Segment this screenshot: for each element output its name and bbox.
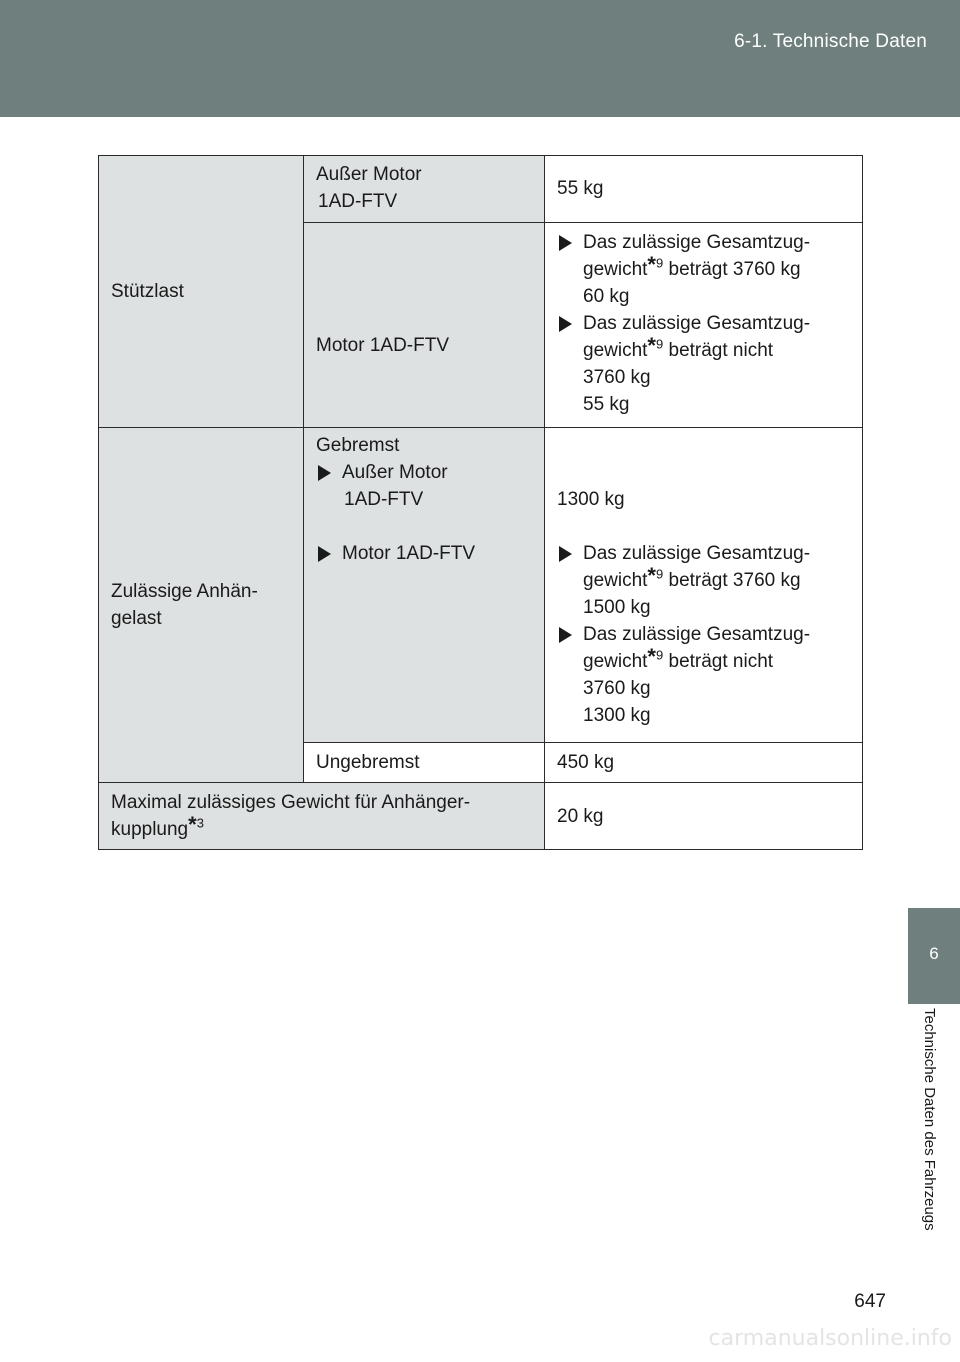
footnote-number: 9 (655, 566, 664, 582)
kupplung-value: 20 kg (545, 783, 863, 850)
value-text: gewicht (583, 259, 648, 280)
value-text: beträgt 3760 kg (663, 259, 801, 280)
value-text: beträgt nicht (663, 340, 774, 361)
value-text: Das zulässige Gesamtzug- (583, 313, 811, 334)
gebremst-value (545, 428, 863, 743)
footnote-star: * (647, 252, 656, 277)
label-text: Maximal zulässiges Gewicht für Anhänger- (111, 792, 471, 813)
cond-text: 1AD-FTV (318, 191, 398, 212)
chapter-side-label: Technische Daten des Fahrzeugs (921, 1008, 938, 1231)
spacer (316, 513, 532, 540)
label-text: gelast (111, 608, 162, 629)
table-row (99, 428, 863, 743)
anhaengelast-label (99, 428, 304, 783)
value-text: Das zulässige Gesamtzug- (583, 624, 811, 645)
value-text: 1500 kg (583, 597, 651, 618)
stuetzlast-value-1 (545, 156, 863, 223)
stuetzlast-label: Stützlast (99, 156, 304, 428)
chapter-tab (908, 908, 960, 1004)
value-text: 55 kg (557, 178, 604, 199)
cond-text: Außer Motor (342, 462, 448, 483)
section-title: 6-1. Technische Daten (734, 31, 927, 52)
footnote-number: 9 (655, 647, 664, 663)
gebremst-cond (304, 428, 545, 743)
value-text: beträgt 3760 kg (663, 570, 801, 591)
footnote-number: 9 (655, 255, 664, 271)
value-text: 60 kg (583, 286, 630, 307)
value-text: beträgt nicht (663, 651, 774, 672)
footnote-star: * (188, 812, 197, 837)
label-text: kupplung (111, 819, 189, 840)
footnote-star: * (647, 333, 656, 358)
watermark-text: carmanualsonline.info (708, 1326, 952, 1351)
value-text: 3760 kg (583, 678, 651, 699)
value-text (583, 563, 850, 594)
label-text (111, 812, 532, 843)
value-text: Das zulässige Gesamtzug- (583, 543, 811, 564)
page-number: 647 (854, 1291, 886, 1312)
ungebremst-cond: Ungebremst (304, 743, 545, 783)
chapter-header (0, 0, 960, 117)
value-text: 55 kg (583, 394, 630, 415)
value-text: 1300 kg (557, 489, 625, 510)
towing-spec-table (98, 155, 863, 850)
value-text: 1300 kg (583, 705, 651, 726)
stuetzlast-cond-2: Motor 1AD-FTV (304, 223, 545, 428)
stuetzlast-cond-1 (304, 156, 545, 223)
bullet-item (557, 229, 850, 283)
ungebremst-value: 450 kg (545, 743, 863, 783)
bullet-item (316, 459, 532, 513)
bullet-item: Motor 1AD-FTV (316, 540, 532, 567)
stuetzlast-value-2 (545, 223, 863, 428)
footnote-star: * (647, 644, 656, 669)
value-text (583, 252, 850, 283)
bullet-item (557, 310, 850, 391)
value-text: gewicht (583, 570, 648, 591)
value-text: 3760 kg (583, 367, 651, 388)
footnote-number: 9 (655, 336, 664, 352)
table-row (99, 156, 863, 223)
chapter-number: 6 (929, 944, 939, 963)
kupplung-label (99, 783, 545, 850)
value-text (583, 333, 850, 364)
cond-text: Außer Motor (316, 164, 422, 185)
footnote-star: * (647, 563, 656, 588)
cond-text: 1AD-FTV (344, 489, 424, 510)
footnote-number: 3 (196, 815, 204, 831)
spacer (557, 513, 850, 540)
bullet-item (557, 621, 850, 702)
cond-text: Gebremst (316, 435, 400, 456)
table-row (99, 783, 863, 850)
bullet-item (557, 540, 850, 594)
label-text: Zulässige Anhän- (111, 581, 258, 602)
value-text (583, 644, 850, 675)
value-text: gewicht (583, 651, 648, 672)
value-text: gewicht (583, 340, 648, 361)
value-text: Das zulässige Gesamtzug- (583, 232, 811, 253)
